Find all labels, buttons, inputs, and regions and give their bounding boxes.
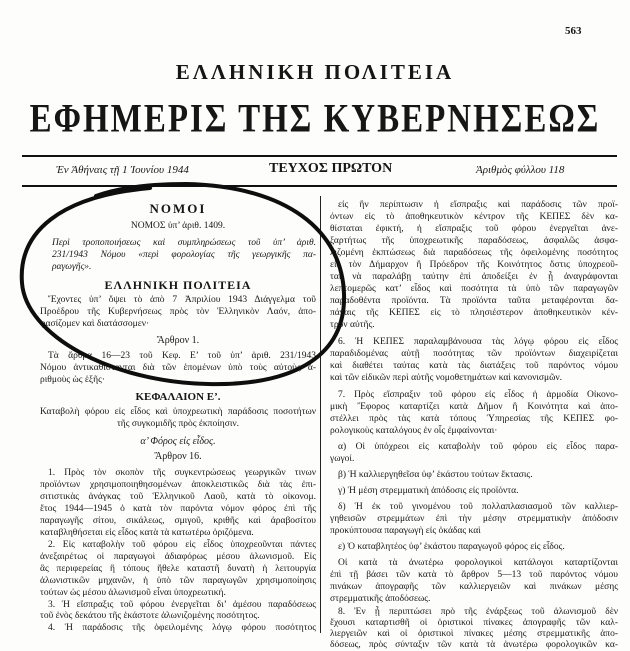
right-line: πάναις τῆς ΚΕΠΕΣ εἰς τὸ πλησιέστερον ἀποθηκευτικὸν κέν- — [330, 308, 618, 318]
right-line: καὶ διαθέτει ταύτας κατὰ τὰς διατάξεις τοῦ παρόντος νόμου — [330, 361, 618, 371]
right-line: στρεμματικῆς ἀποδόσεως. — [330, 594, 431, 604]
article-16-line: ἃς περιφερείας ἢ τόπους ἤθελε καταστῆ δυνατὴ ἡ λειτουργία — [40, 564, 316, 574]
column-divider — [320, 196, 321, 633]
right-line: 8. Ἐν ᾗ περιπτώσει πρὸ τῆς ἐνάρξεως τοῦ ἁλωνισμοῦ δὲν — [338, 607, 618, 617]
right-line: ται νὰ παραλάβῃ ταύτην ἐπὶ ἀποδείξει ἐν ᾗ ἀναγράφονται — [330, 272, 618, 282]
article-16-line: 3. Ἡ εἴσπραξις τοῦ φόρου ἐνεργεῖται δι’ ἀμέσου παραδόσεως — [48, 600, 316, 610]
right-line: ἐπὶ τῇ βάσει τῶν κατὰ τὸ ἄρθρον 5—13 τοῦ παρόντος νόμου — [330, 570, 618, 580]
article-16-line: 4. Ἡ παράδοσις τῆς ὀφειλομένης λόγῳ φόρου ποσότητος — [48, 623, 316, 633]
right-line: ἔχουσι καταρτισθῆ οἱ ὁριστικοὶ πίνακες ἀπογραφῆς τῶν καλ- — [330, 618, 618, 628]
right-line: παραδοθέντα προϊόντα. Τὰ προϊόντα ταῦτα μεταφέρονται δα- — [330, 296, 618, 306]
chapter-heading: ΚΕΦΑΛΑΙΟΝ Ε’. — [135, 391, 221, 403]
right-line: λιζομένη ἐκπτώσεως διὰ παραδόσεως τῆς ὀφειλομένης ποσότητος — [330, 248, 618, 258]
right-line: δόσεως, πρὸς σύνταξιν τῶν κατὰ τὰ ἀνωτέρω φορολογικῶν κα- — [330, 640, 618, 650]
right-line: Οἱ κατὰ τὰ ἀνωτέρω φορολογικοὶ κατάλογοι καταρτίζονται — [338, 558, 618, 568]
subsection-heading: α’ Φόρος εἰς εἶδος. — [140, 436, 216, 447]
chapter-subtitle-line: Καταβολὴ φόρου εἰς εἶδος καὶ ὑποχρεωτικὴ παράδοσις ποσοτήτων — [40, 407, 316, 417]
right-line: καὶ τῶν εἰδικῶν περὶ αὐτῆς νομοθετημάτων καὶ κανονισμῶν. — [330, 373, 563, 383]
preamble-line: Προέδρου τῆς Κυβερνήσεως πρὸς τὸν Ἑλληνικὸν Λαόν, ἀπο- — [40, 307, 316, 317]
right-line: τρον αὐτῆς. — [330, 320, 375, 330]
right-line: 6. Ἡ ΚΕΠΕΣ παραλαμβάνουσα τὰς λόγῳ φόρου εἰς εἶδος — [338, 337, 618, 347]
law-number: ΝΟΜΟΣ ὑπ’ ἀριθ. 1409. — [130, 221, 226, 231]
article-1-line: ριθμοὺς ὡς ἑξῆς· — [40, 375, 106, 385]
right-line: δ) Ἡ ἐκ τοῦ γινομένου τοῦ πολλαπλασιασμοῦ τῶν καλλιερ- — [338, 502, 618, 512]
article-16-line: ἔτος 1944—1945 ὁ κατὰ τὸν παρόντα νόμον φόρος ἐπὶ τῆς — [40, 504, 316, 514]
masthead-title: ΕΦΗΜΕΡΙΣ ΤΗΣ ΚΥΒΕΡΝΗΣΕΩΣ — [29, 97, 601, 142]
right-line: λεπτομερῶς κατ’ εἶδος καὶ ποσότητα τὰ ὑπὸ τῶν παραγωγῶν — [330, 284, 618, 294]
article-16-line: τοῦ ἐνὸς δεκάτου τῆς ἑκάστοτε ἁλωνιζομένης ποσότητος. — [40, 611, 260, 621]
article-16-line: σιτιστικὰς ἀνάγκας τοῦ Ἑλληνικοῦ Λαοῦ, κατὰ τὸ οἰκονομ. — [40, 492, 316, 502]
right-line: λιεργειῶν καὶ οἱ ὁριστικοὶ πίνακες μέσης στρεμματικῆς ἀπο- — [330, 629, 618, 639]
right-line: ε) Ὁ καταβλητέος ὑφ’ ἑκάστου παραγωγοῦ φόρος εἰς εἶδος. — [338, 542, 565, 552]
right-column — [330, 0, 618, 650]
article-1-heading: Ἄρθρον 1. — [156, 335, 200, 346]
article-16-line: καταβληθήσεται εἰς εἶδος κατὰ τὰ κατωτέρω ὁριζόμενα. — [40, 528, 254, 538]
left-column — [40, 0, 316, 633]
right-line: 7. Πρὸς εἴσπραξιν τοῦ φόρου εἰς εἶδος ἡ ἁρμοδία Οἰκονο- — [338, 390, 618, 400]
law-title-line: 231/1943 Νόμου «περὶ φορολογίας τῆς γεωργικῆς πα- — [52, 250, 316, 260]
right-line: όντων εἰς τὸ ἀποθηκευτικὸν κέντρον τῆς ΚΕΠΕΣ δὲν κα- — [330, 212, 618, 222]
article-16-line: ἁλωνιστικῶν μηχανῶν, ἡ ὑπὸ τῶν παραγωγῶν χρησιμοποίησις — [40, 576, 316, 586]
right-line: α) Οἱ ὑπόχρεοι εἰς καταβολὴν τοῦ φόρου εἰς εἶδος παρα- — [338, 442, 618, 452]
article-16-heading: Ἄρθρον 16. — [154, 451, 202, 462]
right-line: β) Ἡ καλλιεργηθεῖσα ὑφ’ ἑκάστου τούτων ἔκτασις. — [338, 470, 533, 480]
article-16-line: ἀνεξαιρέτως οἱ παραγωγοὶ ἀδιαφόρως μέσου ἁλωνισμοῦ. Εἰς — [40, 552, 316, 562]
article-1-line: Νόμου ἀντικαθίστανται διὰ τῶν ἑπομένων ὑπὸ τοὺς αὐτοὺς ἀ- — [40, 363, 316, 373]
right-line: παραδιδομένας αὐτῇ ποσότητας τῶν προϊόντων διαχειρίζεται — [330, 349, 618, 359]
article-16-line: προϊόντων χρησιμοποιηθησομένων ἀποκλειστικῶς διὰ τὰς ἐπι- — [40, 480, 316, 490]
chapter-subtitle-line: τῆς συγκομιδῆς πρὸς ἐκποίησιν. — [116, 419, 240, 429]
right-line: γηθεισῶν στρεμμάτων ἐπὶ τὴν μέσην στρεμματικὴν ἀπόδοσιν — [330, 514, 618, 524]
right-line: γ) Ἡ μέση στρεμματικὴ ἀπόδοσις εἰς προϊόντα. — [338, 486, 519, 496]
article-16-line: 1. Πρὸς τὸν σκοπὸν τῆς συγκεντρώσεως γεωργικῶν τινων — [48, 468, 316, 478]
article-16-line: τούτων ὡς μέσου ἁλωνισμοῦ εἶναι ὑποχρεωτική. — [40, 588, 226, 598]
right-line: μικὴ Ἔφορος καταρτίζει κατὰ Δῆμον ἢ Κοινότητα καὶ ἀπο- — [330, 402, 618, 412]
polity-heading: ΕΛΛΗΝΙΚΗ ΠΟΛΙΤΕΙΑ — [104, 278, 252, 292]
right-line: γωγοί. — [330, 454, 355, 464]
article-1-line: Τὰ ἄρθρα 16—23 τοῦ Κεφ. Ε’ τοῦ ὑπ’ ἀριθ. 231/1943 — [48, 351, 316, 361]
law-title-line: Περὶ τροποποιήσεως καὶ συμπληρώσεως τοῦ ὑπ’ ἀριθ. — [52, 238, 316, 248]
masthead-state-line: ΕΛΛΗΝΙΚΗ ΠΟΛΙΤΕΙΑ — [175, 60, 455, 84]
right-line: στέλλει πρὸς τὰς κατὰ τόπους Ὑπηρεσίας τῆς ΚΕΠΕΣ φο- — [330, 414, 618, 424]
right-line: ρολογικοὺς καταλόγους ἐν οἷς ἐμφαίνονται· — [330, 426, 498, 436]
right-line: ξαρτήτως τῆς ὑποχρεωτικῆς παραδόσεως, ἀσφαλῶς ἀσφα- — [330, 236, 618, 246]
section-heading: ΝΟΜΟΙ — [149, 201, 207, 216]
law-title-line: ραγωγῆς». — [52, 262, 92, 272]
page-number: 563 — [565, 25, 582, 37]
right-line: εἰς τὸν Δήμαρχον ἢ Πρόεδρον τῆς Κοινότητος ὅστις ὑποχρεοῦ- — [330, 260, 618, 270]
issue-series: ΤΕΥΧΟΣ ΠΡΩΤΟΝ — [269, 161, 393, 176]
article-16-line: παραγωγῆς σίτου, σικάλεως, σμιγοῦ, κριθῆς καὶ ἀραβοσίτου — [40, 516, 316, 526]
preamble-line: φασίζομεν καὶ διατάσσομεν· — [40, 319, 150, 329]
right-line: θίσταται ἐφικτή, ἡ εἴσπραξις τοῦ φόρου ἐνεργεῖται ἀνε- — [330, 224, 618, 234]
right-line: πινάκων ἀπογραφῆς τῶν καλλιεργειῶν καὶ πινάκων μέσης — [330, 582, 618, 592]
right-line: προκύπτουσα παραγωγὴ εἰς ὀκάδας καὶ — [330, 526, 481, 536]
right-line: εἰς ἣν περίπτωσιν ἡ εἴσπραξις καὶ παράδοσις τῶν προϊ- — [338, 200, 618, 210]
issue-date: Ἐν Ἀθήναις τῇ 1 Ἰουνίου 1944 — [56, 164, 189, 176]
preamble-line: Ἔχοντες ὑπ’ ὄψει τὸ ἀπὸ 7 Ἀπριλίου 1943 Διάγγελμα τοῦ — [48, 295, 316, 305]
issue-sheet-number: Ἀριθμὸς φύλλου 118 — [476, 164, 565, 176]
article-16-line: 2. Εἰς καταβολὴν τοῦ φόρου εἰς εἶδος ὑποχρεοῦνται πάντες — [48, 540, 316, 550]
